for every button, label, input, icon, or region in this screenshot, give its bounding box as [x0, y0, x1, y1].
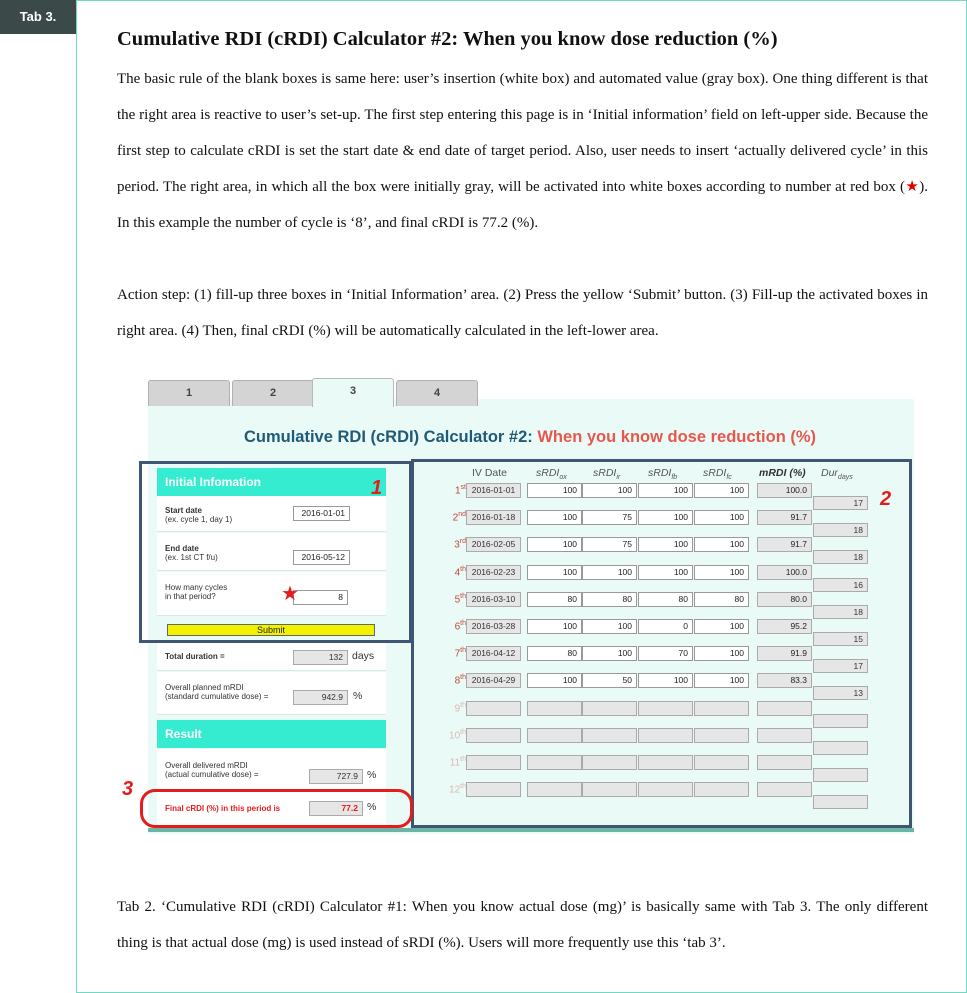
srdi-ir-cell[interactable]: 75 [582, 510, 637, 525]
srdi-ox-cell[interactable]: 80 [527, 646, 582, 661]
srdi-fc-cell[interactable]: 100 [694, 483, 749, 498]
srdi-ir-cell[interactable]: 100 [582, 619, 637, 634]
initial-info-header: Initial Infomation [157, 468, 386, 496]
cycle-suffix: nd [458, 511, 466, 518]
final-crdi-unit: % [367, 801, 377, 813]
iv-date-cell[interactable]: 2016-02-23 [466, 565, 521, 580]
paragraph-tab2-note: Tab 2. ‘Cumulative RDI (cRDI) Calculator #1: When you know actual dose (mg)’ is basically same with Tab 3. The only different thing is that actual dose (mg) is used instead of sRDI (%). Users will more frequently use this ‘tab 3’. [117, 899, 928, 951]
star-icon: ★ [905, 179, 920, 195]
cycle-suffix: th [460, 729, 466, 736]
srdi-fb-cell[interactable]: 100 [638, 673, 693, 688]
cycle-suffix: th [460, 674, 466, 681]
tab-4[interactable]: 4 [396, 380, 478, 406]
duration-cell: 17 [813, 496, 868, 510]
duration-cell: 18 [813, 605, 868, 619]
cycle-number: 5 [454, 594, 461, 606]
delivered-mrdi-value: 727.9 [309, 769, 363, 784]
planned-mrdi-unit: % [353, 690, 363, 702]
srdi-fc-cell[interactable]: 100 [694, 619, 749, 634]
iv-date-cell[interactable]: 2016-03-10 [466, 592, 521, 607]
cycle-number: 10 [449, 730, 461, 742]
cycles-label-2: in that period? [165, 592, 216, 601]
cycle-suffix: th [460, 566, 466, 573]
srdi-ir-cell[interactable]: 100 [582, 565, 637, 580]
srdi-fc-cell[interactable]: 100 [694, 646, 749, 661]
mrdi-cell: 83.3 [757, 673, 812, 688]
col-iv-date: IV Date [472, 467, 508, 479]
paragraph-text: The basic rule of the blank boxes is same here: user’s insertion (white box) and automated value (gray box). One thing different is that the right area is reactive to user’s set-up. The first step entering this page is in ‘Initial information’ field on left-upper side. Because the first step to calculate cRDI is set the start date & end date of target period. Also, user needs to insert ‘actually delivered cycle’ in this period. The right area, in which all the box were initially gray, will be activated into white boxes according to number at red box ( [117, 71, 928, 195]
iv-date-cell[interactable]: 2016-04-12 [466, 646, 521, 661]
srdi-fc-cell[interactable]: 100 [694, 510, 749, 525]
cycle-number: 9 [454, 703, 461, 715]
calculator-title [146, 428, 914, 447]
delivered-mrdi-row [157, 749, 386, 790]
srdi-ir-cell[interactable]: 50 [582, 673, 637, 688]
mrdi-cell: 91.7 [757, 537, 812, 552]
title-accent: When you know dose reduction (%) [537, 428, 817, 446]
srdi-ox-cell[interactable]: 100 [527, 619, 582, 634]
total-duration-unit: days [352, 650, 375, 662]
callout-number-2: 2 [880, 488, 892, 510]
callout-box-3 [140, 789, 413, 828]
start-date-label: Start date [165, 506, 202, 515]
srdi-ir-cell[interactable]: 100 [582, 483, 637, 498]
planned-mrdi-value: 942.9 [293, 690, 348, 705]
srdi-fc-cell[interactable]: 100 [694, 565, 749, 580]
total-duration-value: 132 [293, 650, 348, 665]
mrdi-cell: 95.2 [757, 619, 812, 634]
cycle-suffix: th [460, 620, 466, 627]
srdi-ir-cell[interactable]: 100 [582, 646, 637, 661]
srdi-fc-cell[interactable]: 80 [694, 592, 749, 607]
duration-cell: 15 [813, 632, 868, 646]
final-crdi-label: Final cRDI (%) in this period is [165, 804, 281, 813]
iv-date-cell[interactable]: 2016-01-01 [466, 483, 521, 498]
mrdi-cell: 91.9 [757, 646, 812, 661]
paragraph-action-steps: Action step: (1) fill-up three boxes in ‘Initial Information’ area. (2) Press the yellow ‘Submit’ button. (3) Fill-up the activated boxes in right area. (4) Then, final cRDI (%) will be automatically calculated in the left-lower area. [117, 287, 928, 339]
cycle-number: 12 [449, 784, 461, 796]
col-srdi-label: sRDI [536, 467, 560, 479]
srdi-ox-cell[interactable]: 100 [527, 673, 582, 688]
cycle-number: 1 [454, 485, 461, 497]
planned-mrdi-label: Overall planned mRDI [165, 683, 244, 692]
srdi-fb-cell[interactable]: 100 [638, 483, 693, 498]
paragraph-text: ). In this example the number of cycle is ‘8’, and final cRDI is 77.2 (%). [117, 179, 928, 231]
submit-button[interactable]: Submit [167, 624, 375, 636]
srdi-ir-cell[interactable]: 80 [582, 592, 637, 607]
col-srdi-sub: fc [726, 474, 732, 482]
cycle-suffix: st [460, 484, 466, 491]
col-srdi-sub: fb [671, 474, 678, 482]
cycle-suffix: th [460, 783, 466, 790]
tab-label: Tab 3. [0, 0, 76, 34]
cycle-suffix: th [460, 756, 466, 763]
srdi-ox-cell[interactable]: 80 [527, 592, 582, 607]
srdi-fb-cell[interactable]: 100 [638, 565, 693, 580]
iv-date-cell[interactable]: 2016-01-18 [466, 510, 521, 525]
srdi-fb-cell[interactable]: 70 [638, 646, 693, 661]
iv-date-cell[interactable]: 2016-02-05 [466, 537, 521, 552]
col-srdi-label: sRDI [703, 467, 727, 479]
mrdi-cell: 91.7 [757, 510, 812, 525]
tab-1[interactable]: 1 [148, 380, 230, 406]
duration-cell: 13 [813, 686, 868, 700]
cycle-suffix: th [460, 647, 466, 654]
end-date-input[interactable]: 2016-05-12 [293, 550, 350, 565]
tab-3[interactable]: 3 [312, 378, 394, 407]
start-date-input[interactable]: 2016-01-01 [293, 506, 350, 521]
col-duration-sub: days [837, 474, 853, 482]
col-srdi-sub: ox [559, 474, 567, 482]
start-date-hint: (ex. cycle 1, day 1) [165, 515, 233, 524]
srdi-fb-cell[interactable]: 0 [638, 619, 693, 634]
cycle-number: 7 [454, 648, 461, 660]
cycle-number: 8 [454, 675, 461, 687]
cycle-suffix: rd [459, 538, 466, 545]
paragraph-instructions [117, 61, 928, 241]
iv-date-cell[interactable]: 2016-03-28 [466, 619, 521, 634]
mrdi-cell: 80.0 [757, 592, 812, 607]
total-duration-label: Total duration = [165, 652, 225, 661]
cycle-number: 2 [452, 512, 459, 524]
srdi-ox-cell[interactable]: 100 [527, 510, 582, 525]
final-crdi-value: 77.2 [309, 801, 363, 816]
star-icon: ★ [281, 583, 299, 605]
duration-cell: 18 [813, 523, 868, 537]
srdi-fb-cell[interactable]: 100 [638, 537, 693, 552]
srdi-ir-cell[interactable]: 75 [582, 537, 637, 552]
srdi-fc-cell[interactable]: 100 [694, 673, 749, 688]
col-srdi-label: sRDI [593, 467, 617, 479]
srdi-ox-cell[interactable]: 100 [527, 537, 582, 552]
mrdi-cell: 100.0 [757, 565, 812, 580]
col-srdi-label: sRDI [648, 467, 672, 479]
callout-number-1: 1 [371, 477, 383, 499]
planned-mrdi-label-2: (standard cumulative dose) = [165, 692, 269, 701]
cycle-number: 3 [454, 539, 460, 551]
srdi-ox-cell[interactable]: 100 [527, 483, 582, 498]
tab-2[interactable]: 2 [232, 380, 314, 406]
srdi-ox-cell[interactable]: 100 [527, 565, 582, 580]
end-date-hint: (ex. 1st CT f/u) [165, 553, 218, 562]
duration-cell: 16 [813, 578, 868, 592]
page-title: Cumulative RDI (cRDI) Calculator #2: When you know dose reduction (%) [117, 28, 778, 50]
srdi-fb-cell[interactable]: 80 [638, 592, 693, 607]
end-date-label: End date [165, 544, 199, 553]
total-duration-row [157, 641, 386, 671]
duration-cell: 18 [813, 550, 868, 564]
srdi-fb-cell[interactable]: 100 [638, 510, 693, 525]
result-header: Result [157, 720, 386, 748]
col-srdi-sub: ir [616, 474, 621, 482]
cycles-input[interactable]: 8 [293, 590, 348, 605]
callout-box-2 [411, 459, 912, 828]
delivered-mrdi-label: Overall delivered mRDI [165, 761, 248, 770]
srdi-fc-cell[interactable]: 100 [694, 537, 749, 552]
calculator-tabs [146, 378, 486, 406]
col-duration-label: Dur [821, 467, 838, 479]
cycle-suffix: th [460, 593, 466, 600]
cycle-number: 11 [449, 757, 461, 769]
callout-number-3: 3 [122, 778, 134, 800]
cycle-suffix: th [460, 702, 466, 709]
delivered-mrdi-label-2: (actual cumulative dose) = [165, 770, 259, 779]
cycle-number: 6 [454, 621, 461, 633]
planned-mrdi-row [157, 672, 386, 715]
cycles-label: How many cycles [165, 583, 228, 592]
iv-date-cell[interactable]: 2016-04-29 [466, 673, 521, 688]
duration-cell: 17 [813, 659, 868, 673]
delivered-mrdi-unit: % [367, 769, 377, 781]
mrdi-cell: 100.0 [757, 483, 812, 498]
title-main: Cumulative RDI (cRDI) Calculator #2: [243, 428, 538, 446]
cycle-number: 4 [454, 567, 461, 579]
col-mrdi-label: mRDI (%) [759, 467, 806, 479]
